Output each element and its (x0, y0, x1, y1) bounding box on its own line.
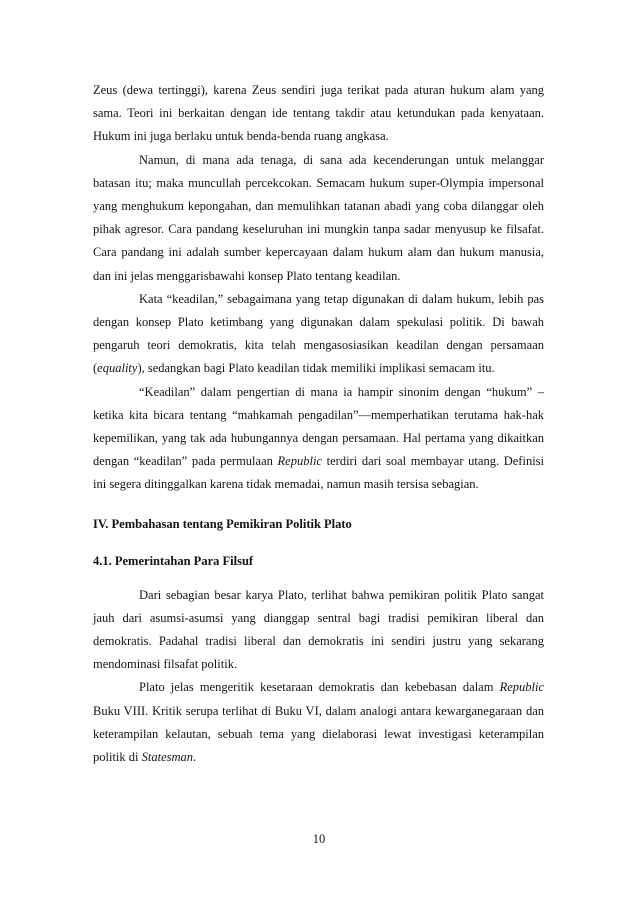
paragraph-text: Kata “keadilan,” sebagaimana yang tetap digunakan di dalam hukum, lebih pas dengan konsep Plato ketimbang yang digunakan dalam spekulasi politik. Di bawah pengaruh teori demokratis, kita telah mengasosiasikan keadilan dengan persamaan ( (93, 291, 544, 376)
paragraph-karya-plato (93, 584, 544, 677)
paragraph-text: Plato jelas mengeritik kesetaraan demokratis dan kebebasan dalam (139, 680, 500, 695)
paragraph-text: . (193, 750, 197, 765)
paragraph-text: terdiri dari soal membayar utang. Definisi ini segera ditinggalkan karena tidak memadai, namun masih tersisa sebagian. (93, 454, 544, 492)
italic-title-republic: Republic (277, 454, 322, 469)
subsection-heading: 4.1. Pemerintahan Para Filsuf (93, 553, 254, 568)
paragraph-text: “Keadilan” dalam pengertian di mana ia hampir sinonim dengan “hukum” – ketika kita bicara tentang “mahkamah pengadilan”—memperhatikan terutama hak-hak kepemilikan, yang tak ada hubungannya dengan persamaan. Hal pertama yang dikaitkan dengan “keadilan” pada permulaan (93, 384, 544, 469)
paragraph-tenaga (93, 149, 544, 288)
paragraph-text: ), sedangkan bagi Plato keadilan tidak memiliki implikasi semacam itu. (137, 361, 495, 376)
section-heading: IV. Pembahasan tentang Pemikiran Politik Plato (93, 516, 352, 531)
italic-title-statesman: Statesman (141, 750, 194, 765)
paragraph-text: Zeus (dewa tertinggi), karena Zeus sendiri juga terikat pada aturan hukum alam yang sama. Teori ini berkaitan dengan ide tentang takdir atau ketundukan pada kenyataan. Hukum ini juga berlaku untuk benda-benda ruang angkasa. (93, 83, 544, 144)
paragraph-zeus-continuation (93, 79, 544, 149)
page-number: 10 (312, 832, 326, 846)
paragraph-kritik-demokrasi (93, 676, 544, 769)
paragraph-keadilan-hukum (93, 381, 544, 497)
paragraph-text: Namun, di mana ada tenaga, di sana ada kecenderungan untuk melanggar batasan itu; maka muncullah percekcokan. Semacam hukum super-Olympia impersonal yang menghukum kepongahan, dan memulihkan tatanan abadi yang coba dilanggar oleh pihak agresor. Cara pandang keseluruhan ini mungkin tanpa sadar menyusup ke filsafat. Cara pandang ini adalah sumber kepercayaan dalam hukum alam dan hukum manusia, dan ini jelas menggarisbawahi konsep Plato tentang keadilan. (93, 152, 544, 283)
paragraph-kata-keadilan (93, 288, 544, 381)
paragraph-text: Dari sebagian besar karya Plato, terlihat bahwa pemikiran politik Plato sangat jauh dari asumsi-asumsi yang dianggap sentral bagi tradisi pemikiran liberal dan demokratis. Padahal tradisi liberal dan demokratis ini sendiri justru yang sekarang mendominasi filsafat politik. (93, 587, 544, 672)
paragraph-text: Buku VIII. Kritik serupa terlihat di Buku VI, dalam analogi antara kewarganegaraan dan keterampilan kelautan, sebuah tema yang dielaborasi lewat investigasi keterampilan politik di (93, 703, 544, 765)
italic-title-republic: Republic (499, 680, 544, 695)
italic-term-equality: equality (97, 361, 138, 376)
page-body (93, 79, 544, 769)
